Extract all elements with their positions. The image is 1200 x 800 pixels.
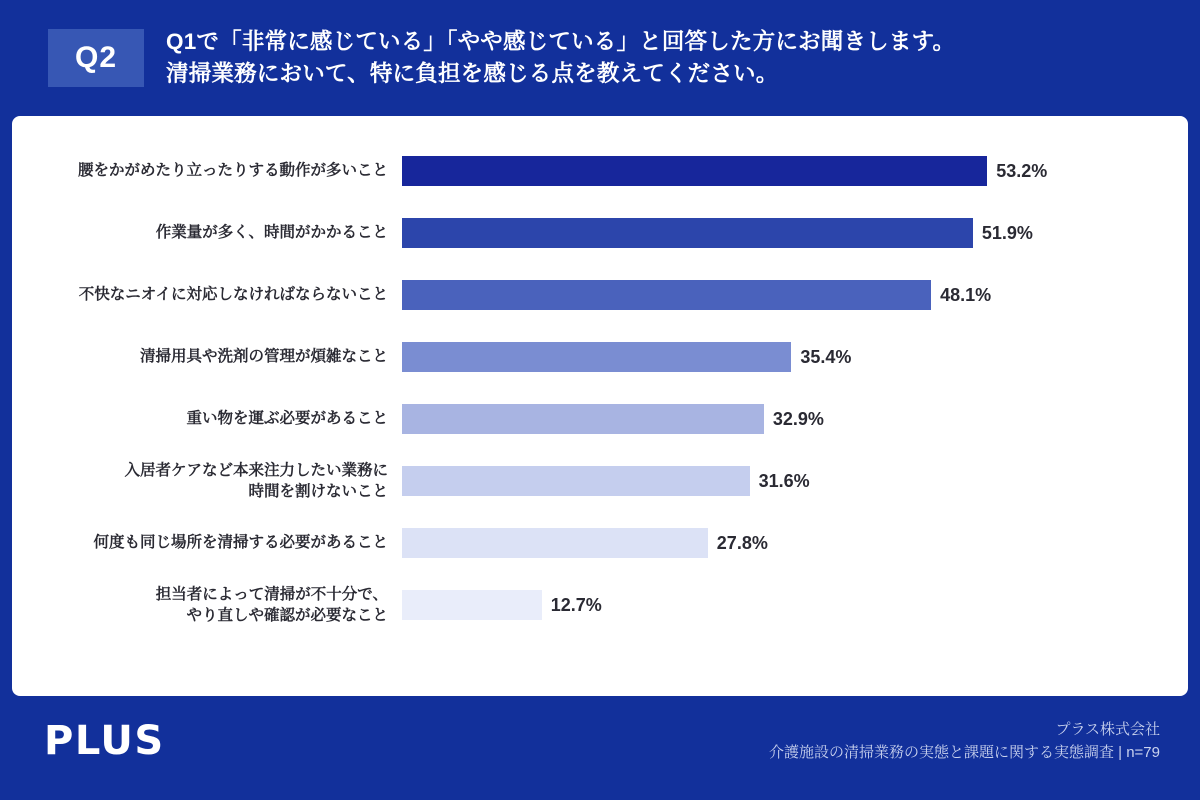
- bar-area: [402, 590, 1188, 620]
- bar: [402, 218, 973, 248]
- category-label: [12, 160, 402, 181]
- plus-logo: PLUS: [44, 718, 165, 764]
- bar-area: [402, 404, 1188, 434]
- category-label-line: 作業量が多く、時間がかかること: [155, 224, 388, 242]
- bar: [402, 528, 708, 558]
- category-label-line: 何度も同じ場所を清掃する必要があること: [93, 534, 388, 552]
- chart-row: [12, 202, 1188, 264]
- category-label-line: 清掃用具や洗剤の管理が煩雑なこと: [139, 348, 388, 366]
- question-badge: Q2: [48, 29, 144, 87]
- slide-header: [0, 0, 1200, 116]
- category-label: [12, 346, 402, 367]
- bar: [402, 156, 987, 186]
- chart-row: [12, 326, 1188, 388]
- category-label-line: 腰をかがめたり立ったりする動作が多いこと: [77, 162, 388, 180]
- category-label-line: 担当者によって清掃が不十分で、: [155, 585, 388, 603]
- chart-row: [12, 450, 1188, 512]
- company-name: プラス株式会社: [1055, 721, 1160, 738]
- bar-value-label: 32.9%: [772, 408, 824, 429]
- chart-row: [12, 574, 1188, 636]
- chart-card: [12, 116, 1188, 696]
- category-label: [12, 460, 402, 503]
- bar: [402, 466, 750, 496]
- category-label: [12, 408, 402, 429]
- bar-value-label: 31.6%: [758, 470, 810, 491]
- bar: [402, 342, 791, 372]
- category-label-line: 入居者ケアなど本来注力したい業務に: [124, 461, 388, 479]
- question-text: [166, 26, 955, 90]
- bar-chart: [12, 140, 1188, 680]
- category-label: [12, 284, 402, 305]
- chart-row: [12, 388, 1188, 450]
- bar-value-label: 12.7%: [550, 594, 602, 615]
- question-line-1: Q1で「非常に感じている」「やや感じている」と回答した方にお聞きします。: [166, 29, 956, 55]
- survey-name: 介護施設の清掃業務の実態と課題に関する実態調査 | n=79: [768, 744, 1160, 762]
- category-label-line: 重い物を運ぶ必要があること: [186, 410, 388, 428]
- bar: [402, 280, 931, 310]
- chart-row: [12, 140, 1188, 202]
- bar-value-label: 27.8%: [716, 532, 768, 553]
- bar-area: [402, 218, 1188, 248]
- category-label-line: やり直しや確認が必要なこと: [186, 607, 388, 624]
- bar-area: [402, 528, 1188, 558]
- chart-row: [12, 264, 1188, 326]
- chart-row: [12, 512, 1188, 574]
- category-label-line: 不快なニオイに対応しなければならないこと: [78, 286, 388, 304]
- bar-value-label: 35.4%: [800, 346, 852, 367]
- category-label: [12, 222, 402, 243]
- bar-value-label: 53.2%: [996, 160, 1048, 181]
- footer-credits: [769, 718, 1160, 765]
- question-line-2: 清掃業務において、特に負担を感じる点を教えてください。: [166, 61, 779, 86]
- bar-area: [402, 342, 1188, 372]
- bar: [402, 590, 542, 620]
- bar-area: [402, 156, 1188, 186]
- bar-value-label: 51.9%: [981, 222, 1033, 243]
- category-label: [12, 532, 402, 553]
- bar-area: [402, 280, 1188, 310]
- bar: [402, 404, 764, 434]
- category-label-line: 時間を割けないこと: [248, 483, 388, 500]
- slide-footer: [0, 700, 1200, 800]
- bar-area: [402, 466, 1188, 496]
- category-label: [12, 584, 402, 627]
- bar-value-label: 48.1%: [940, 284, 992, 305]
